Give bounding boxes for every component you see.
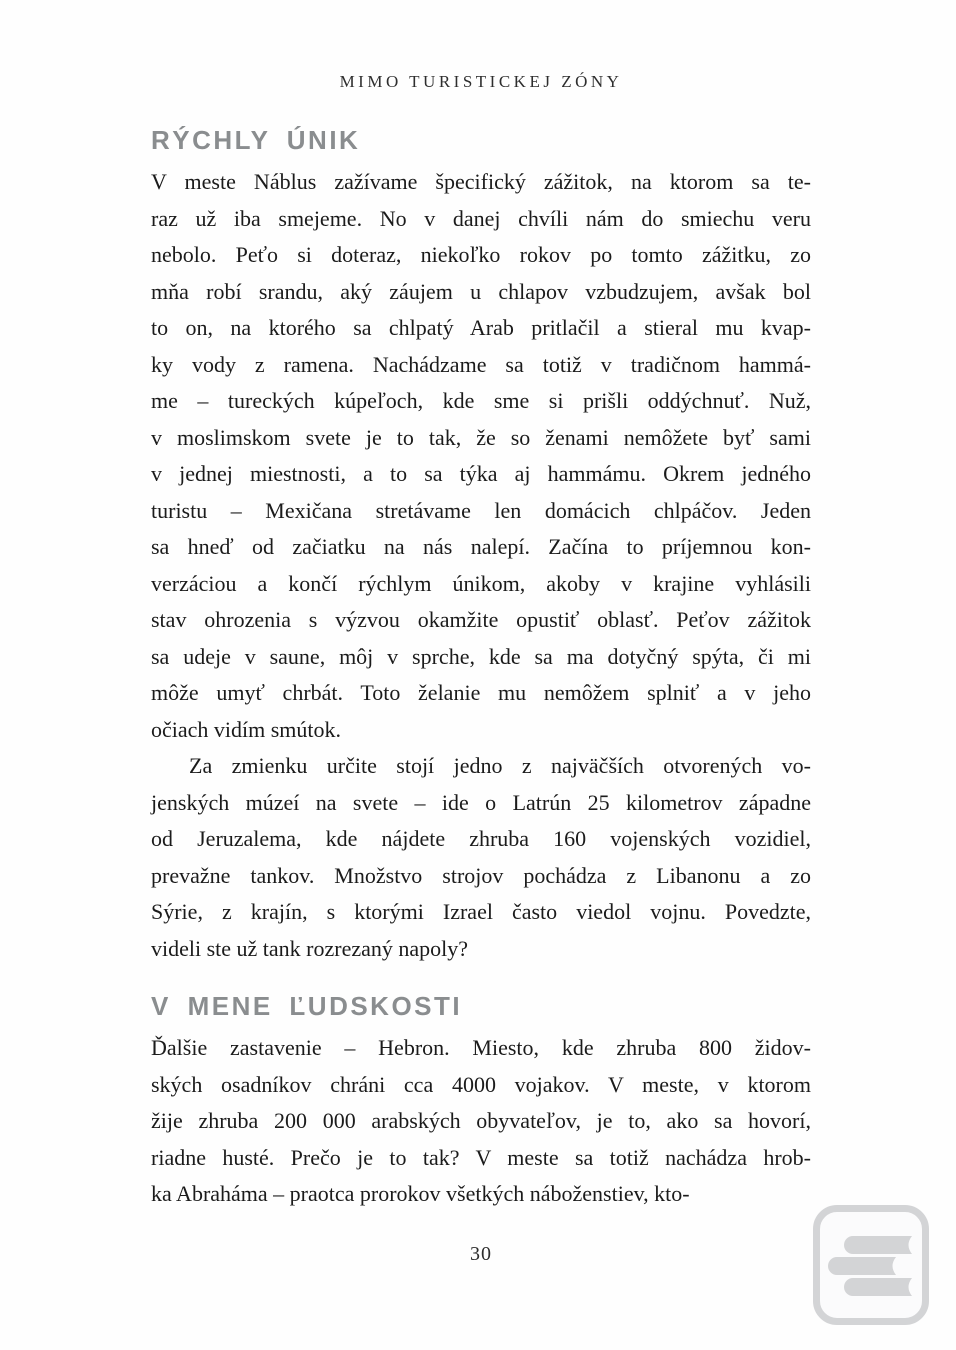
text-line: očiach vidím smútok.	[151, 716, 342, 742]
text-line: v jednej miestnosti, a to sa týka aj hammámu. Okrem jedného	[151, 461, 811, 486]
text-line: videli ste už tank rozrezaný napoly?	[151, 935, 469, 961]
page-content	[151, 72, 811, 1266]
text-line: stav ohrozenia s výzvou okamžite opustiť oblasť. Peťov zážitok	[151, 607, 811, 632]
text-line: raz už iba smejeme. No v danej chvíli nám do smiechu veru	[151, 205, 811, 231]
running-header: MIMO TURISTICKEJ ZÓNY	[339, 72, 623, 91]
section-heading: RÝCHLY ÚNIK	[151, 125, 361, 155]
text-line: me – tureckých kúpeľoch, kde sme si prišli oddýchnuť. Nuž,	[151, 388, 811, 413]
page-body	[151, 125, 811, 1213]
publisher-watermark	[813, 1205, 929, 1325]
paragraph	[151, 164, 811, 748]
text-line: môže umyť chrbát. Toto želanie mu nemôžem splniť a v jeho	[151, 680, 811, 705]
text-line: ka Abraháma – praotca prorokov všetkých náboženstiev, kto-	[151, 1181, 690, 1206]
text-line: verzáciou a končí rýchlym únikom, akoby v krajine vyhlásili	[151, 570, 811, 596]
text-line: žije zhruba 200 000 arabských obyvateľov, je to, ako sa hovorí,	[151, 1108, 811, 1133]
text-line: to on, na ktorého sa chlpatý Arab pritlačil a stieral mu kvap-	[151, 315, 811, 340]
text-line: Ďalšie zastavenie – Hebron. Miesto, kde zhruba 800 židov-	[151, 1035, 811, 1060]
text-line: sa udeje v saune, môj v sprche, kde sa ma dotyčný spýta, či mi	[151, 643, 811, 669]
text-line: Za zmienku určite stojí jedno z najväčších otvorených vo-	[189, 753, 811, 778]
paragraph	[151, 748, 811, 967]
paragraph	[151, 1030, 811, 1213]
text-line: mňa robí srandu, aký záujem u chlapov vzbudzujem, avšak bol	[151, 278, 811, 304]
text-line: turistu – Mexičana stretávame len domácich chlpáčov. Jeden	[151, 497, 811, 523]
text-line: nebolo. Peťo si doteraz, niekoľko rokov po tomto zážitku, zo	[151, 242, 811, 267]
text-line: jenských múzeí na svete – ide o Latrún 25 kilometrov západne	[151, 789, 811, 815]
text-line: V meste Náblus zažívame špecifický zážitok, na ktorom sa te-	[151, 169, 811, 194]
text-line: sa hneď od začiatku na nás nalepí. Začína to príjemnou kon-	[151, 534, 811, 559]
text-line: od Jeruzalema, kde nájdete zhruba 160 vojenských vozidiel,	[151, 826, 811, 851]
page-number: 30	[470, 1242, 492, 1265]
text-line: riadne husté. Prečo je to tak? V meste sa totiž nachádza hrob-	[151, 1144, 811, 1170]
text-line: prevažne tankov. Množstvo strojov pochádza z Libanonu a zo	[151, 862, 811, 888]
section-heading: V MENE ĽUDSKOSTI	[151, 991, 463, 1021]
text-line: v moslimskom svete je to tak, že so ženami nemôžete byť sami	[151, 424, 811, 450]
text-line: ských osadníkov chráni cca 4000 vojakov. V meste, v ktorom	[151, 1071, 811, 1097]
text-line: ky vody z ramena. Nachádzame sa totiž v tradičnom hammá-	[151, 351, 811, 377]
text-line: Sýrie, z krajín, s ktorými Izrael často viedol vojnu. Povedzte,	[151, 899, 811, 924]
